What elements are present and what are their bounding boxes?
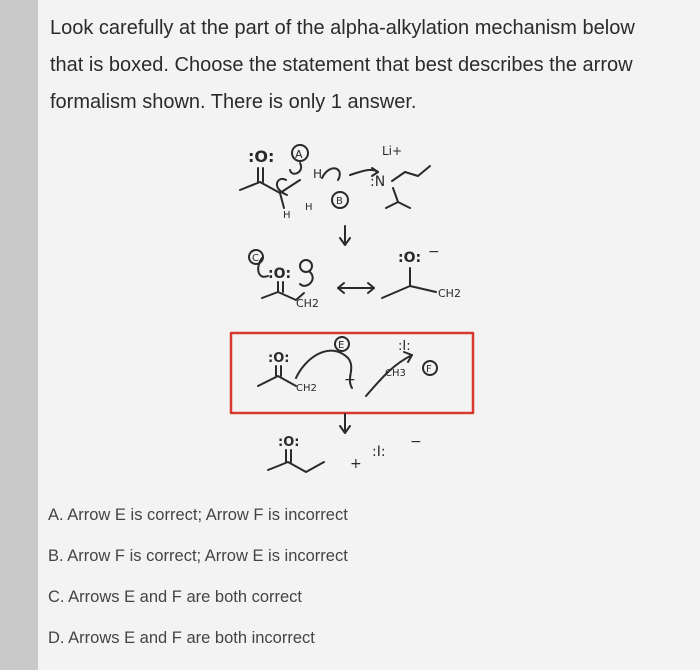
question-line-1: Look carefully at the part of the alpha-alkylation mechanism below <box>50 17 635 39</box>
option-a[interactable]: A. Arrow E is correct; Arrow F is incorrect <box>48 506 348 524</box>
step1-ketone-lda <box>240 144 430 221</box>
label-f: F <box>426 364 432 375</box>
product <box>268 434 422 472</box>
step1-carbonyl-o: :O: <box>248 147 275 166</box>
label-e: E <box>338 340 345 351</box>
label-c: C <box>252 253 259 264</box>
product-plus: + <box>350 456 362 472</box>
boxed-enolate-o: :O: <box>268 351 290 366</box>
step2-ch2-left: CH2 <box>296 297 319 310</box>
product-ketone-o: :O: <box>278 435 300 450</box>
boxed-step <box>231 333 473 413</box>
question-line-2: that is boxed. Choose the statement that best describes the arrow <box>50 54 633 76</box>
step1-nitrogen: :N <box>370 174 386 190</box>
step2-resonance-o: :O: <box>398 250 422 266</box>
step2-resonance-charge: − <box>428 244 440 260</box>
arrow-down-1 <box>340 226 350 245</box>
step1-h2: H <box>305 202 313 213</box>
step1-h1: H <box>283 210 291 221</box>
option-d[interactable]: D. Arrows E and F are both incorrect <box>48 629 315 647</box>
step2-enolate-resonance <box>249 244 461 310</box>
step1-h-alpha: H <box>313 167 323 181</box>
product-iodide: :I: <box>372 444 386 460</box>
question-line-3: formalism shown. There is only 1 answer. <box>50 91 417 113</box>
boxed-iodine: :I: <box>398 339 411 354</box>
step2-enolate-o: :O: <box>268 266 292 282</box>
arrow-down-2 <box>340 414 350 433</box>
answer-options <box>48 500 448 664</box>
label-a: A <box>295 148 303 161</box>
boxed-ch2: CH2 <box>296 383 317 394</box>
product-charge: − <box>410 434 422 450</box>
lithium-ion: Li+ <box>382 144 403 158</box>
boxed-plus: + <box>344 372 356 388</box>
option-b[interactable]: B. Arrow F is correct; Arrow E is incorrect <box>48 547 348 565</box>
boxed-ch3: CH3 <box>385 368 406 379</box>
label-b: B <box>336 196 343 207</box>
option-c[interactable]: C. Arrows E and F are both correct <box>48 588 303 606</box>
step2-ch2-right: CH2 <box>438 287 461 300</box>
